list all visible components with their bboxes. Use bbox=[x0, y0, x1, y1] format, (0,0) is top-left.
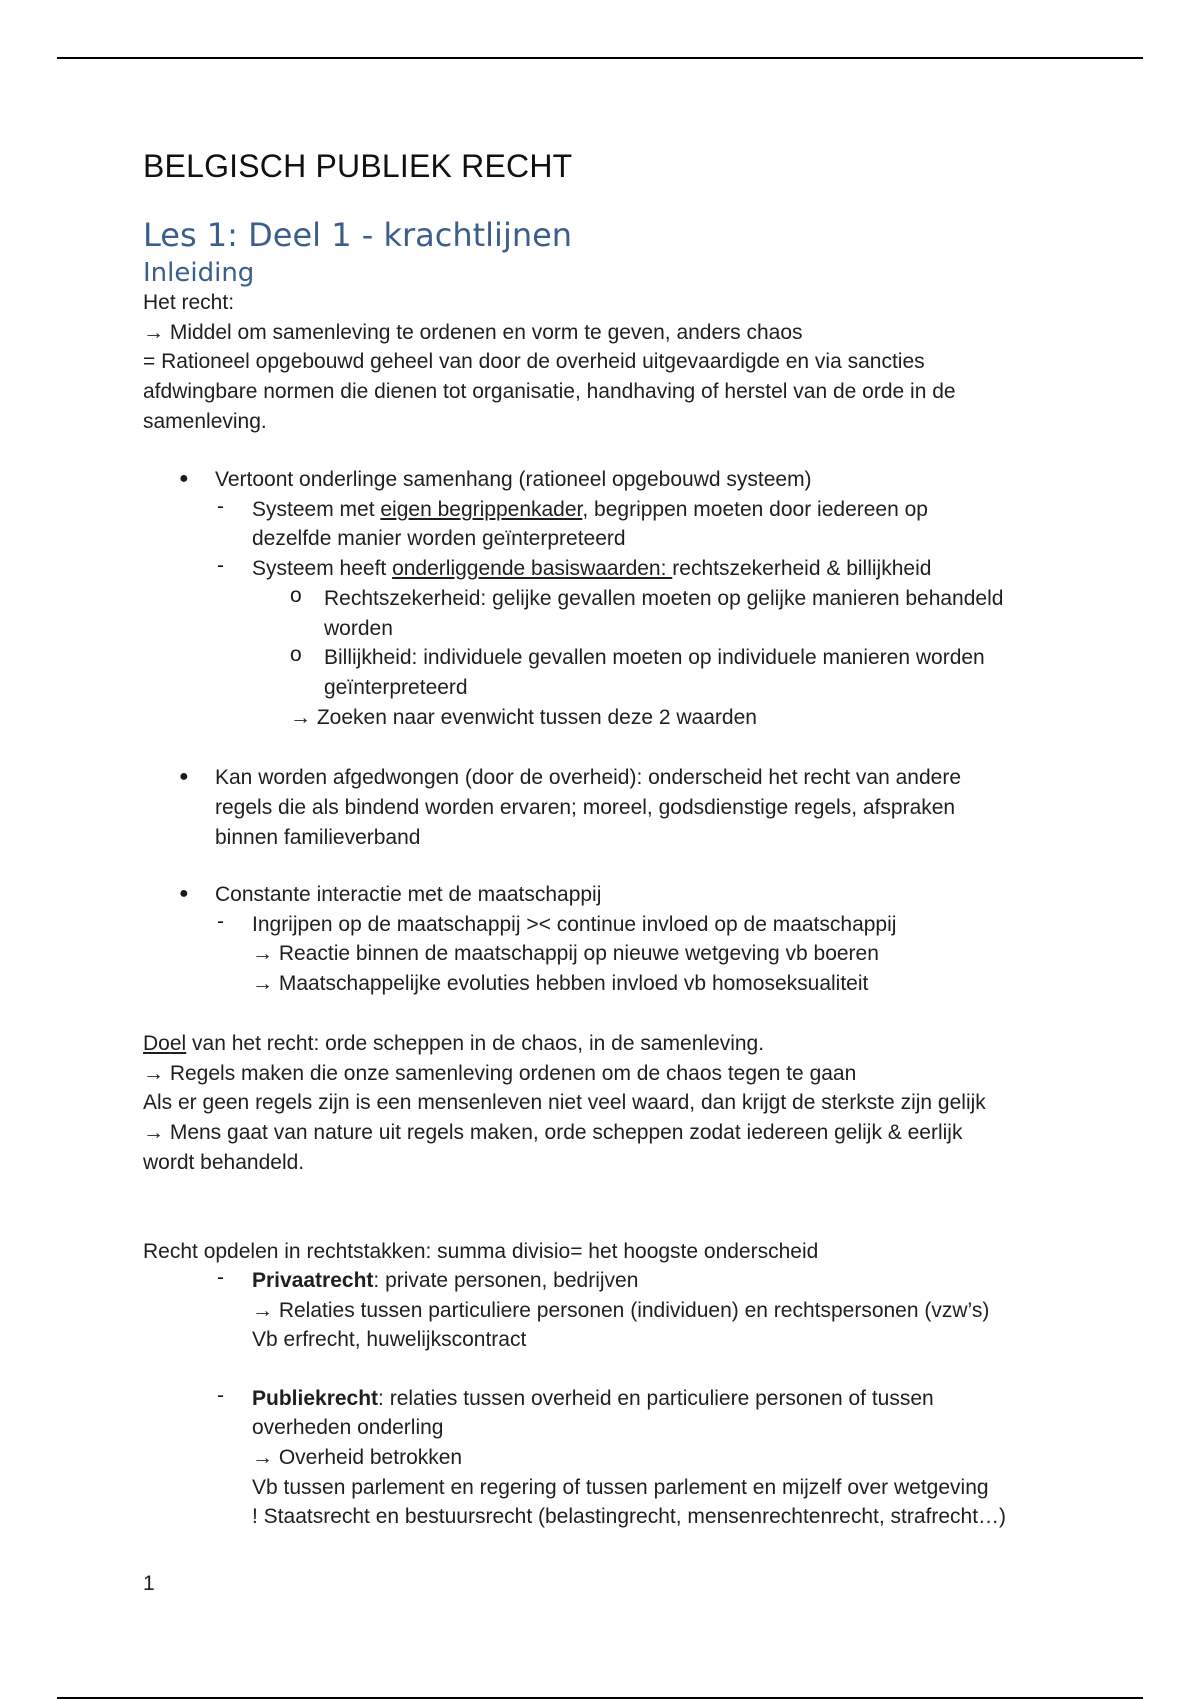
paragraph-line: Als er geen regels zijn is een mensenleven niet veel waard, dan krijgt de sterkste zijn gelijk bbox=[143, 1091, 986, 1114]
document-title: BELGISCH PUBLIEK RECHT bbox=[143, 148, 573, 184]
sub-list-item: Systeem heeft onderliggende basiswaarden: rechtszekerheid & billijkheid bbox=[252, 557, 932, 580]
sub-list-item: Publiekrecht: relaties tussen overheid en particuliere personen of tussen bbox=[252, 1387, 934, 1410]
bullet-icon: ● bbox=[179, 885, 189, 902]
arrow-line: → Overheid betrokken bbox=[252, 1446, 463, 1469]
list-item-cont: binnen familieverband bbox=[215, 826, 421, 849]
paragraph-line: wordt behandeld. bbox=[143, 1151, 305, 1174]
sub-list-item: Ingrijpen op de maatschappij >< continue invloed op de maatschappij bbox=[252, 913, 897, 936]
dash-marker: - bbox=[217, 495, 224, 518]
bullet-icon: ● bbox=[179, 768, 189, 785]
paragraph-line: = Rationeel opgebouwd geheel van door de overheid uitgevaardigde en via sancties bbox=[143, 350, 925, 373]
list-item: Vertoont onderlinge samenhang (rationeel opgebouwd systeem) bbox=[215, 468, 812, 491]
page-number: 1 bbox=[143, 1572, 155, 1595]
arrow-line: → Maatschappelijke evoluties hebben invloed vb homoseksualiteit bbox=[252, 972, 869, 995]
paragraph-line: → Regels maken die onze samenleving ordenen om de chaos tegen te gaan bbox=[143, 1062, 857, 1085]
list-item: Constante interactie met de maatschappij bbox=[215, 883, 602, 906]
paragraph-line: Recht opdelen in rechtstakken: summa divisio= het hoogste onderscheid bbox=[143, 1240, 819, 1263]
circle-marker-icon: o bbox=[290, 584, 302, 607]
sub-list-item: Systeem met eigen begrippenkader, begrippen moeten door iedereen op bbox=[252, 498, 928, 521]
sub-sub-item-cont: worden bbox=[324, 617, 393, 640]
sub-sub-item-cont: geïnterpreteerd bbox=[324, 676, 468, 699]
note-line: ! Staatsrecht en bestuursrecht (belastingrecht, mensenrechtenrecht, strafrecht…) bbox=[252, 1505, 1007, 1528]
example-line: Vb erfrecht, huwelijkscontract bbox=[252, 1328, 527, 1351]
heading-lesson: Les 1: Deel 1 - krachtlijnen bbox=[143, 216, 573, 254]
dash-marker: - bbox=[217, 554, 224, 577]
paragraph-line: → Middel om samenleving te ordenen en vorm te geven, anders chaos bbox=[143, 321, 803, 344]
paragraph-line: afdwingbare normen die dienen tot organisatie, handhaving of herstel van de orde in de bbox=[143, 380, 956, 403]
footer-rule bbox=[57, 1697, 1143, 1699]
example-line: Vb tussen parlement en regering of tussen parlement en mijzelf over wetgeving bbox=[252, 1476, 989, 1499]
paragraph-line: samenleving. bbox=[143, 410, 267, 433]
header-rule bbox=[57, 57, 1143, 59]
arrow-line: → Zoeken naar evenwicht tussen deze 2 waarden bbox=[290, 706, 757, 729]
sub-list-item-cont: dezelfde manier worden geïnterpreteerd bbox=[252, 527, 626, 550]
sub-sub-item: Billijkheid: individuele gevallen moeten op individuele manieren worden bbox=[324, 646, 985, 669]
paragraph-line: Doel van het recht: orde scheppen in de chaos, in de samenleving. bbox=[143, 1032, 765, 1055]
arrow-line: → Reactie binnen de maatschappij op nieuwe wetgeving vb boeren bbox=[252, 942, 879, 965]
dash-marker: - bbox=[217, 1266, 224, 1289]
list-item-cont: regels die als bindend worden ervaren; moreel, godsdienstige regels, afspraken bbox=[215, 796, 956, 819]
paragraph-line: Het recht: bbox=[143, 291, 235, 314]
bullet-icon: ● bbox=[179, 470, 189, 487]
heading-inleiding: Inleiding bbox=[143, 258, 255, 288]
sub-list-item-cont: overheden onderling bbox=[252, 1416, 444, 1439]
dash-marker: - bbox=[217, 1384, 224, 1407]
list-item: Kan worden afgedwongen (door de overheid): onderscheid het recht van andere bbox=[215, 766, 962, 789]
circle-marker-icon: o bbox=[290, 643, 302, 666]
sub-list-item: Privaatrecht: private personen, bedrijven bbox=[252, 1269, 639, 1292]
dash-marker: - bbox=[217, 910, 224, 933]
paragraph-line: → Mens gaat van nature uit regels maken, orde scheppen zodat iedereen gelijk & eerlijk bbox=[143, 1121, 963, 1144]
arrow-line: → Relaties tussen particuliere personen (individuen) en rechtspersonen (vzw’s) bbox=[252, 1299, 990, 1322]
sub-sub-item: Rechtszekerheid: gelijke gevallen moeten op gelijke manieren behandeld bbox=[324, 587, 1004, 610]
